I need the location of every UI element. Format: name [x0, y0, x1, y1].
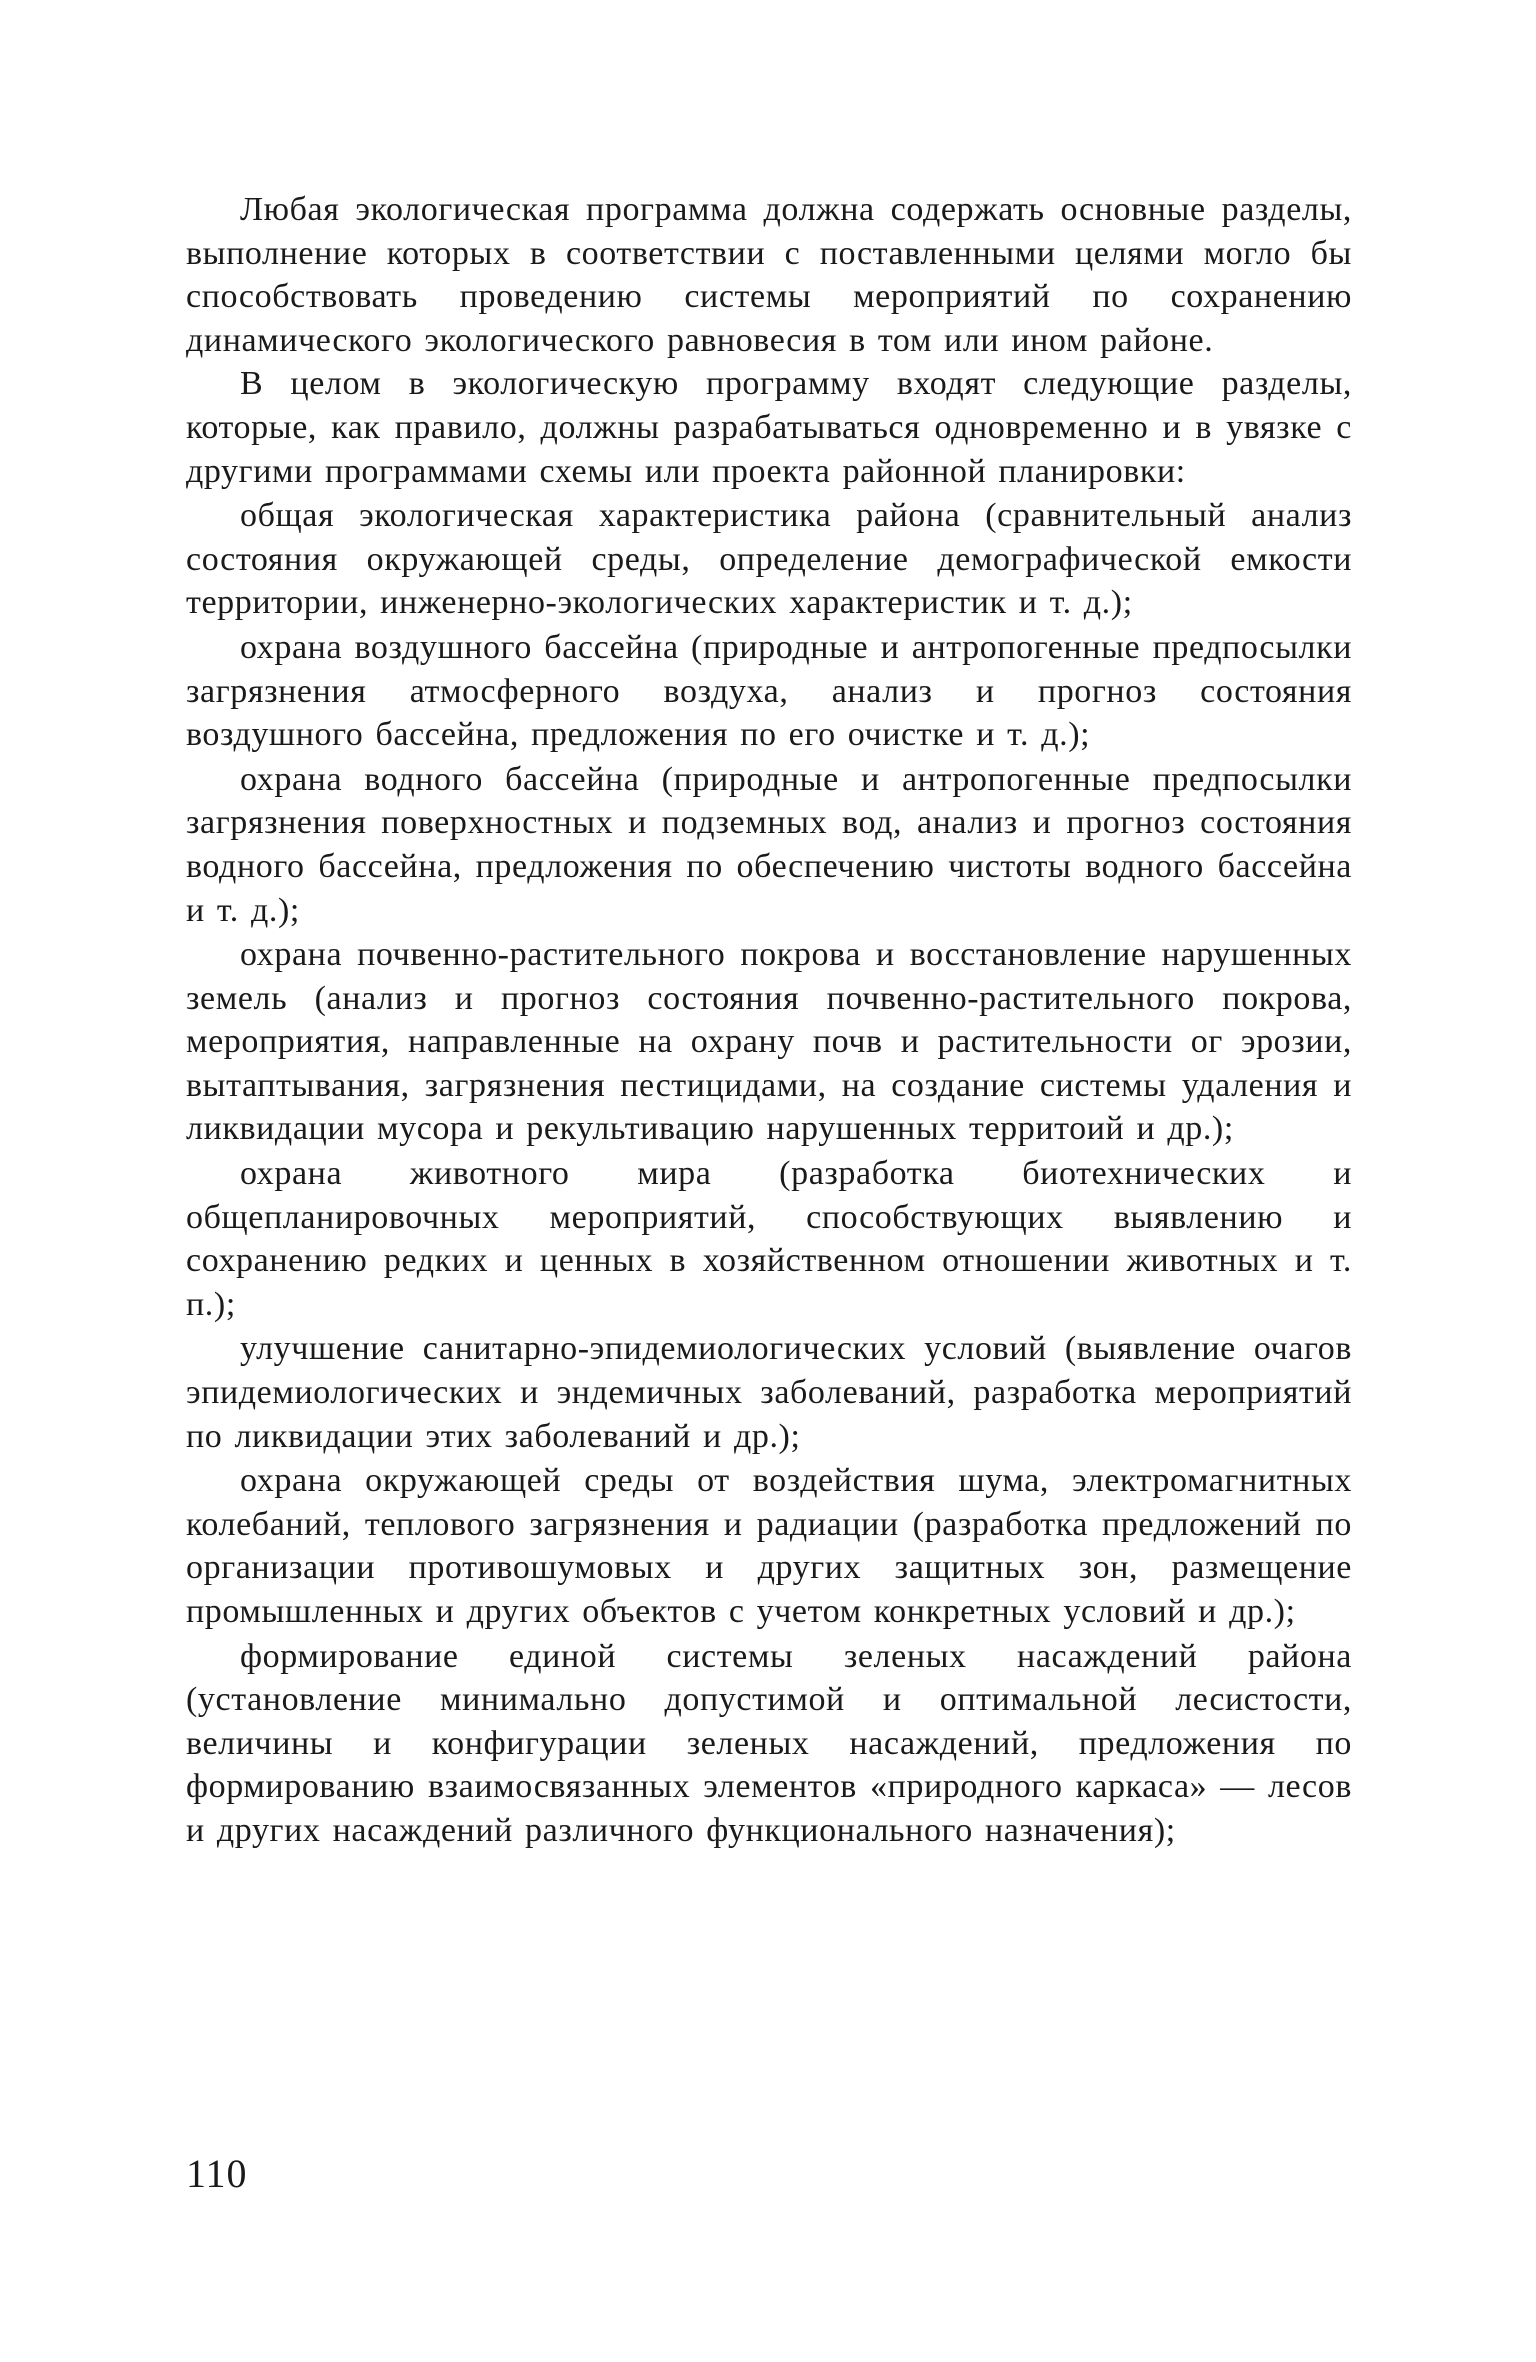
- list-item-wildlife: охрана животного мира (разработка биотехнических и общепланировочных мероприятий, способствующих выявлению и сохранению редких и ценных в хозяйственном отношении животных и т. п.);: [186, 1155, 1352, 1323]
- list-item-green-spaces: формирование единой системы зеленых насаждений района (установление минимально допустимой и оптимальной лесистости, величины и конфигурации зеленых насаждений, предложения по формированию взаимосвязанных элементов «природного каркаса» — лесов и других насаждений различного функционального назначения);: [186, 1637, 1352, 1849]
- list-item-general-characteristics: общая экологическая характеристика района (сравнительный анализ состояния окружающей среды, определение демографической емкости территории, инженерно-экологических характеристик и т. д.);: [186, 497, 1352, 622]
- page-number: 110: [186, 2151, 248, 2196]
- paragraph-sections-lead: В целом в экологическую программу входят следующие разделы, которые, как правило, должны разрабатываться одновременно и в увязке с другими программами схемы или проекта районной планировки:: [186, 365, 1352, 490]
- list-item-sanitary-conditions: улучшение санитарно-эпидемиологических условий (выявление очагов эпидемиологических и эндемичных заболеваний, разработка мероприятий по ликвидации этих заболеваний и др.);: [186, 1330, 1352, 1455]
- paragraph-intro: Любая экологическая программа должна содержать основные разделы, выполнение которых в соответствии с поставленными целями могло бы способствовать проведению системы мероприятий по сохранению динамического экологического равновесия в том или ином районе.: [186, 191, 1352, 359]
- body-text: [186, 188, 1352, 1853]
- list-item-soil-vegetation: охрана почвенно-растительного покрова и восстановление нарушенных земель (анализ и прогноз состояния почвенно-растительного покрова, мероприятия, направленные на охрану почв и растительности ог эрозии, вытаптывания, загрязнения пестицидами, на создание системы удаления и ликвидации мусора и рекультивацию нарушенных территоий и др.);: [186, 936, 1352, 1148]
- list-item-water-basin: охрана водного бассейна (природные и антропогенные предпосылки загрязнения поверхностных и подземных вод, анализ и прогноз состояния водного бассейна, предложения по обеспечению чистоты водного бассейна и т. д.);: [186, 760, 1352, 929]
- list-item-noise-radiation: охрана окружающей среды от воздействия шума, электромагнитных колебаний, теплового загрязнения и радиации (разработка предложений по организации противошумовых и других защитных зон, размещение промышленных и других объектов с учетом конкретных условий и др.);: [186, 1462, 1352, 1630]
- list-item-air-basin: охрана воздушного бассейна (природные и антропогенные предпосылки загрязнения атмосферного воздуха, анализ и прогноз состояния воздушного бассейна, предложения по его очистке и т. д.);: [186, 628, 1352, 754]
